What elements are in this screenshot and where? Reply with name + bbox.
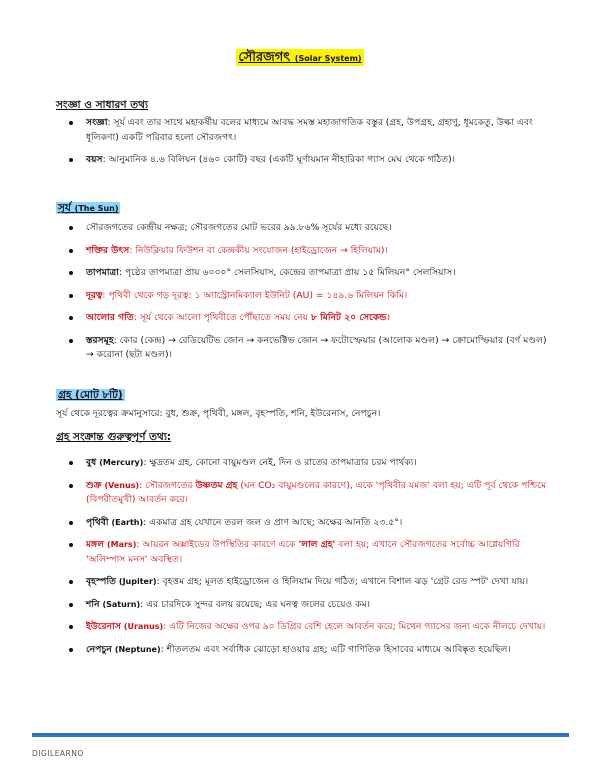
planet-name-english: (Neptune) <box>114 644 161 654</box>
item-term: সংজ্ঞা <box>86 117 108 128</box>
planet-name-english: (Mars) <box>106 540 137 549</box>
planet-name-english: (Mercury) <box>99 458 144 467</box>
list-item <box>56 334 556 363</box>
planet-name-english: (Jupiter) <box>118 577 157 586</box>
item-tail: । <box>386 312 391 323</box>
item-text: : সূর্য থেকে আলো পৃথিবীতে পৌঁছাতে সময় নেয় <box>133 312 312 323</box>
title-english: (Solar System) <box>294 54 362 63</box>
title-highlight <box>236 49 363 66</box>
list-item <box>56 266 556 281</box>
list-item <box>56 620 556 635</box>
list-item <box>56 643 556 658</box>
item-term: দূরত্ব <box>86 289 103 301</box>
list-item <box>56 153 556 168</box>
item-text: : নিউক্লিয়ার ফিউশন বা কেন্দ্রকীয় সংযোজন (হাইড্রোজেন → হিলিয়াম)। <box>129 244 388 256</box>
item-emphasis: ৮ মিনিট ২০ সেকেন্ড <box>311 312 387 323</box>
planet-name: বৃহস্পতি <box>86 576 116 587</box>
planet-name: মঙ্গল <box>86 539 105 550</box>
section-heading-sun <box>56 201 120 216</box>
item-term: স্তরসমূহ <box>86 334 114 346</box>
planet-name-english: (Uranus) <box>123 622 164 631</box>
planet-name-english: (Earth) <box>111 517 144 527</box>
sun-list <box>56 221 556 371</box>
planet-order-text: সূর্য থেকে দূরত্বের ক্রমানুসারে: বুধ, শুক্র, পৃথিবী, মঙ্গল, বৃহস্পতি, শনি, ইউরেনাস, নেপচুন। <box>56 408 381 419</box>
title-bengali: সৌরজগৎ <box>238 50 291 65</box>
list-item <box>56 575 556 590</box>
section-heading-text: সংজ্ঞা ও সাধারণ তথ্য <box>56 99 149 111</box>
list-item <box>56 116 556 145</box>
planets-heading-text: গ্রহ (মোট ৮টি) <box>58 389 123 401</box>
item-text: : কোর (কেন্দ্র) → রেডিয়েটিভ জোন → কনভেক্টিভ জোন → ফটোস্ফেয়ার (আলোক মণ্ডল) → ক্রোমোস্ফিয়ার (বর্ণ মণ্ডল) → করোনা (ছটা মণ্ডল)। <box>86 334 547 360</box>
planet-name: পৃথিবী <box>86 516 109 528</box>
planet-name-english: (Venus) <box>104 480 140 490</box>
section-heading-definition <box>56 98 148 112</box>
item-text: : সূর্য এবং তার সাথে মহাকর্ষীয় বলের মাধ্যমে আবদ্ধ সমস্ত মহাজাগতিক বস্তুর (গ্রহ, উপগ্রহ, গ্রহাণু, ধূমকেতু, উল্কা এবং ধূলিকণা) একটি পরিবার হলো সৌরজগৎ। <box>86 117 533 143</box>
footer-divider <box>32 733 569 737</box>
planet-facts-list <box>56 456 556 665</box>
list-item <box>56 538 556 567</box>
planet-name: শুক্র <box>86 479 102 491</box>
item-text: : সৌরজগতের <box>139 479 196 491</box>
item-term: বয়স <box>86 154 103 165</box>
list-item <box>56 311 556 326</box>
item-text: সৌরজগতের কেন্দ্রীয় নক্ষত্র; সৌরজগতের মোট ভরের ৯৯.৮৬% সূর্যের মধ্যে রয়েছে। <box>86 222 392 233</box>
item-text: : শীতলতম এবং সর্বাধিক ঝোড়ো হাওয়ার গ্রহ; এটি গাণিতিক হিসাবের মাধ্যমে আবিষ্কৃত হয়েছিল। <box>160 643 511 655</box>
planet-name-english: (Saturn) <box>102 599 141 609</box>
item-term: আলোর গতি <box>86 312 134 323</box>
planet-name: বুধ <box>86 457 97 468</box>
item-text: : বৃহত্তম গ্রহ; মূলত হাইড্রোজেন ও হিলিয়াম দিয়ে গঠিত; এখানে বিশাল ঝড় 'গ্রেট রেড স্পট' দেখা যায়। <box>156 576 529 587</box>
list-item <box>56 289 556 304</box>
sun-heading-bengali: সূর্য <box>58 202 71 214</box>
item-tail: বলা হয়; এখানে সৌরজগতের সর্বোচ্চ আগ্নেয়গিরি 'অলিম্পাস মনস' অবস্থিত। <box>86 539 520 565</box>
item-term: তাপমাত্রা <box>86 267 119 278</box>
item-emphasis: 'লাল গ্রহ' <box>298 539 336 550</box>
item-tail: (ঘন CO₂ বায়ুমণ্ডলের কারণে), একে 'পৃথিবীর যমজ' বলা হয়; এটি পূর্ব থেকে পশ্চিমে (বিপরীতমুখী) আবর্তন করে। <box>86 479 547 505</box>
list-item <box>56 456 556 471</box>
item-text: : এর চারদিকে সুন্দর বলয় রয়েছে; এর ঘনত্ব জলের চেয়েও কম। <box>140 598 371 610</box>
planet-name: শনি <box>86 598 100 610</box>
section-heading-planets <box>56 388 125 402</box>
list-item <box>56 516 556 531</box>
item-emphasis: উষ্ণতম গ্রহ <box>195 479 238 491</box>
list-item <box>56 479 556 508</box>
item-term: শক্তির উৎস <box>86 244 130 256</box>
list-item <box>56 244 556 259</box>
item-text: : ক্ষুদ্রতম গ্রহ, কোনো বায়ুমণ্ডল নেই, দিন ও রাতের তাপমাত্রার চরম পার্থক্য। <box>143 457 417 468</box>
list-item <box>56 598 556 613</box>
sun-heading-english: (The Sun) <box>74 204 119 213</box>
item-text: : আনুমানিক ৪.৬ বিলিয়ন (৪৬০ কোটি) বছর (একটি ঘূর্ণায়মান নীহারিকা গ্যাস মেঘ থেকে গঠিত)। <box>102 154 456 165</box>
item-text: : আয়রন অক্সাইডের উপস্থিতির কারণে একে <box>136 539 299 550</box>
sun-heading-highlight <box>56 202 120 214</box>
item-text: : একমাত্র গ্রহ যেখানে তরল জল ও প্রাণ আছে; অক্ষের আনতি ২৩.৫°। <box>143 516 403 528</box>
definition-list <box>56 116 556 176</box>
planet-name: নেপচুন <box>86 643 112 655</box>
planet-facts-heading-text: গ্রহ সংক্রান্ত গুরুত্বপূর্ণ তথ্য: <box>56 431 172 443</box>
page-title <box>0 50 600 67</box>
item-text: : পৃথিবী থেকে গড় দূরত্ব: ১ অ্যাস্ট্রোনমিক্যাল ইউনিট (AU) = ১৪৯.৬ মিলিয়ন কিমি। <box>102 289 408 301</box>
item-text: : পৃষ্ঠের তাপমাত্রা প্রায় ৬০০০° সেলসিয়াস, কেন্দ্রের তাপমাত্রা প্রায় ১৫ মিলিয়ন° সেলসিয়াস। <box>118 267 456 278</box>
footer-brand: DIGILEARNO <box>32 749 84 758</box>
planet-name: ইউরেনাস <box>86 621 121 632</box>
item-text: : এটি নিজের অক্ষের ওপর ৯০ ডিগ্রির বেশি হেলে আবর্তন করে; মিথেন গ্যাসের জন্য একে নীলচে দেখায়। <box>163 621 546 632</box>
list-item <box>56 221 556 236</box>
section-heading-planet-facts <box>56 430 171 444</box>
